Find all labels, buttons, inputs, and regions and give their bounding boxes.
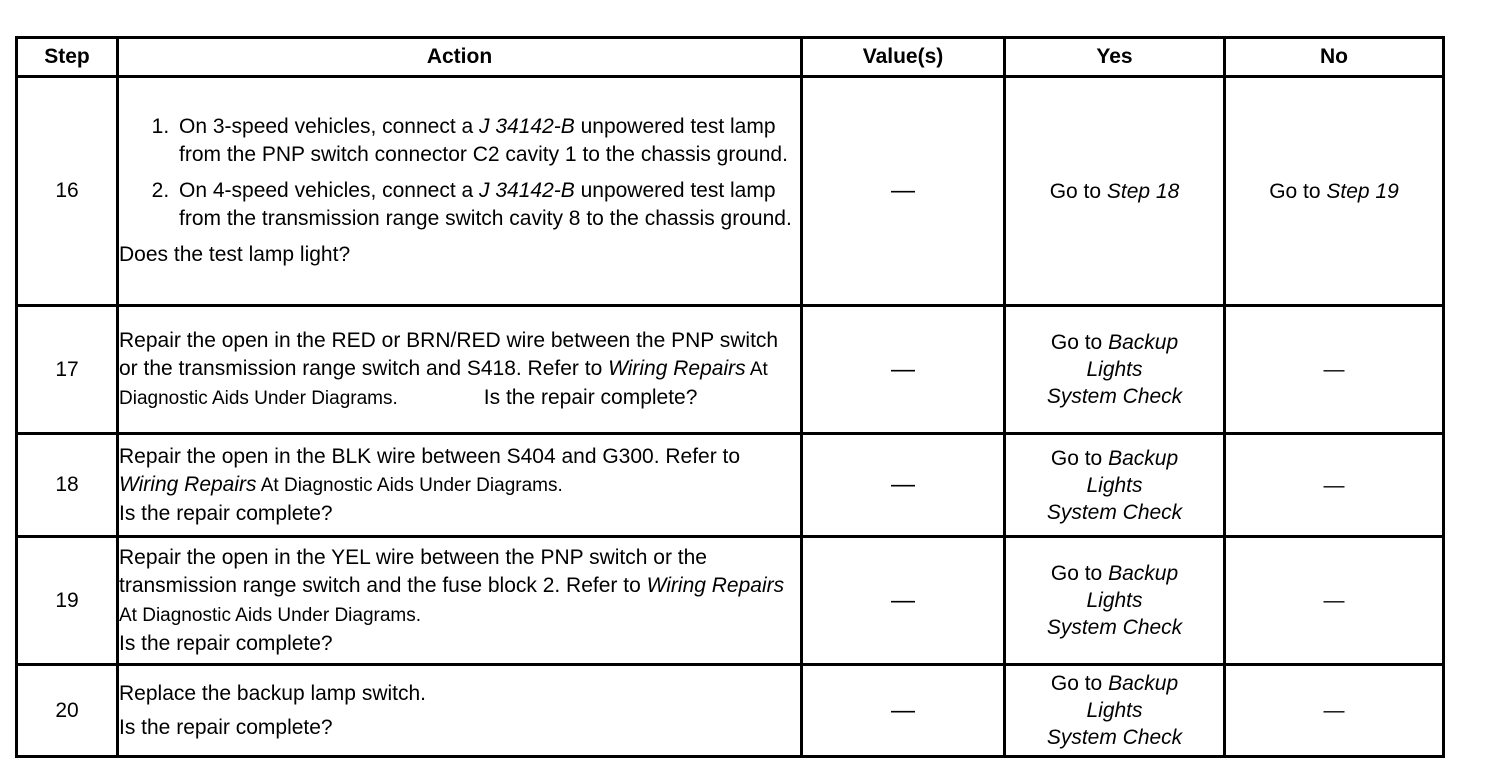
yes-cell: [1005, 306, 1225, 434]
table-row: [17, 537, 1444, 665]
table-row: [17, 77, 1444, 306]
action-cell: [118, 665, 802, 757]
step-number: 20: [17, 665, 118, 757]
step-number: 17: [17, 306, 118, 434]
action-cell: [118, 434, 802, 537]
action-question: Is the repair complete?: [119, 501, 333, 525]
table-row: [17, 434, 1444, 537]
goto-text: Go to: [1050, 331, 1109, 354]
no-cell: —: [1225, 537, 1444, 665]
step-link[interactable]: Step 18: [1106, 179, 1180, 203]
action-question: Is the repair complete?: [483, 385, 698, 409]
table-row: [17, 306, 1444, 434]
yes-cell: [1005, 665, 1225, 757]
header-step: Step: [17, 38, 118, 77]
backup-lights-link[interactable]: System Check: [1046, 616, 1183, 639]
no-cell: —: [1225, 434, 1444, 537]
backup-lights-link[interactable]: System Check: [1046, 385, 1183, 408]
action-step-item: [175, 177, 800, 233]
action-text: Repair the open in the RED or BRN/RED wire between the PNP switch or the transmission range switch and S418. Refer to: [119, 328, 779, 380]
value-cell: —: [802, 306, 1005, 434]
header-action: Action: [118, 38, 802, 77]
backup-lights-link[interactable]: Backup: [1108, 446, 1179, 470]
yes-cell: [1005, 537, 1225, 665]
goto-text: Go to: [1050, 446, 1109, 470]
goto-text: Go to: [1050, 672, 1109, 695]
tool-reference: J 34142-B: [479, 179, 575, 202]
action-text: On 4-speed vehicles, connect a: [179, 179, 480, 202]
yes-cell: [1005, 434, 1225, 537]
goto-text: Go to: [1269, 179, 1327, 203]
action-question: Is the repair complete?: [119, 715, 333, 739]
action-text: Repair the open in the YEL wire between the PNP switch or the transmission range switch and the fuse block 2. Refer to: [119, 545, 707, 597]
backup-lights-link[interactable]: Backup: [1108, 562, 1179, 585]
action-cell: [118, 537, 802, 665]
tool-reference: J 34142-B: [479, 115, 575, 138]
action-steps-list: [119, 113, 800, 233]
reference-location: At Diagnostic Aids Under Diagrams.: [119, 358, 768, 409]
backup-lights-link[interactable]: Backup: [1108, 331, 1179, 354]
step-link[interactable]: Step 19: [1326, 179, 1399, 203]
action-question: Is the repair complete?: [119, 631, 333, 655]
action-text: unpowered test lamp from the PNP switch connector C2 cavity 1 to the chassis ground.: [179, 115, 788, 166]
value-cell: —: [802, 77, 1005, 306]
backup-lights-link[interactable]: System Check: [1046, 726, 1183, 749]
wiring-repairs-reference[interactable]: Wiring Repairs: [608, 356, 746, 380]
wiring-repairs-reference[interactable]: Wiring Repairs: [646, 573, 785, 597]
goto-text: Go to: [1050, 562, 1109, 585]
backup-lights-link[interactable]: System Check: [1046, 500, 1183, 524]
action-text: On 3-speed vehicles, connect a: [179, 115, 480, 138]
goto-text: Go to: [1049, 179, 1107, 203]
value-cell: —: [802, 665, 1005, 757]
action-cell: [118, 306, 802, 434]
action-question: Does the test lamp light?: [119, 243, 351, 266]
backup-lights-link[interactable]: Backup: [1108, 672, 1179, 695]
header-no: No: [1225, 38, 1444, 77]
wiring-repairs-reference[interactable]: Wiring Repairs: [119, 472, 257, 496]
header-values: Value(s): [802, 38, 1005, 77]
diagnostic-table: [15, 36, 1445, 758]
value-cell: —: [802, 537, 1005, 665]
action-text: unpowered test lamp from the transmission range switch cavity 8 to the chassis ground.: [179, 179, 792, 230]
header-row: [17, 38, 1444, 77]
backup-lights-link[interactable]: Lights: [1086, 699, 1143, 722]
step-number: 19: [17, 537, 118, 665]
step-number: 16: [17, 77, 118, 306]
action-cell: [118, 77, 802, 306]
reference-location: At Diagnostic Aids Under Diagrams.: [119, 604, 422, 626]
action-text: Replace the backup lamp switch.: [119, 681, 426, 705]
value-cell: —: [802, 434, 1005, 537]
no-cell: —: [1225, 665, 1444, 757]
backup-lights-link[interactable]: Lights: [1086, 358, 1143, 381]
backup-lights-link[interactable]: Lights: [1086, 589, 1143, 612]
action-step-item: [175, 113, 800, 169]
reference-location: At Diagnostic Aids Under Diagrams.: [256, 474, 563, 496]
backup-lights-link[interactable]: Lights: [1086, 473, 1143, 497]
yes-cell: [1005, 77, 1225, 306]
step-number: 18: [17, 434, 118, 537]
no-cell: —: [1225, 306, 1444, 434]
action-text: Repair the open in the BLK wire between S404 and G300. Refer to: [119, 444, 741, 468]
table-row: [17, 665, 1444, 757]
header-yes: Yes: [1005, 38, 1225, 77]
no-cell: [1225, 77, 1444, 306]
